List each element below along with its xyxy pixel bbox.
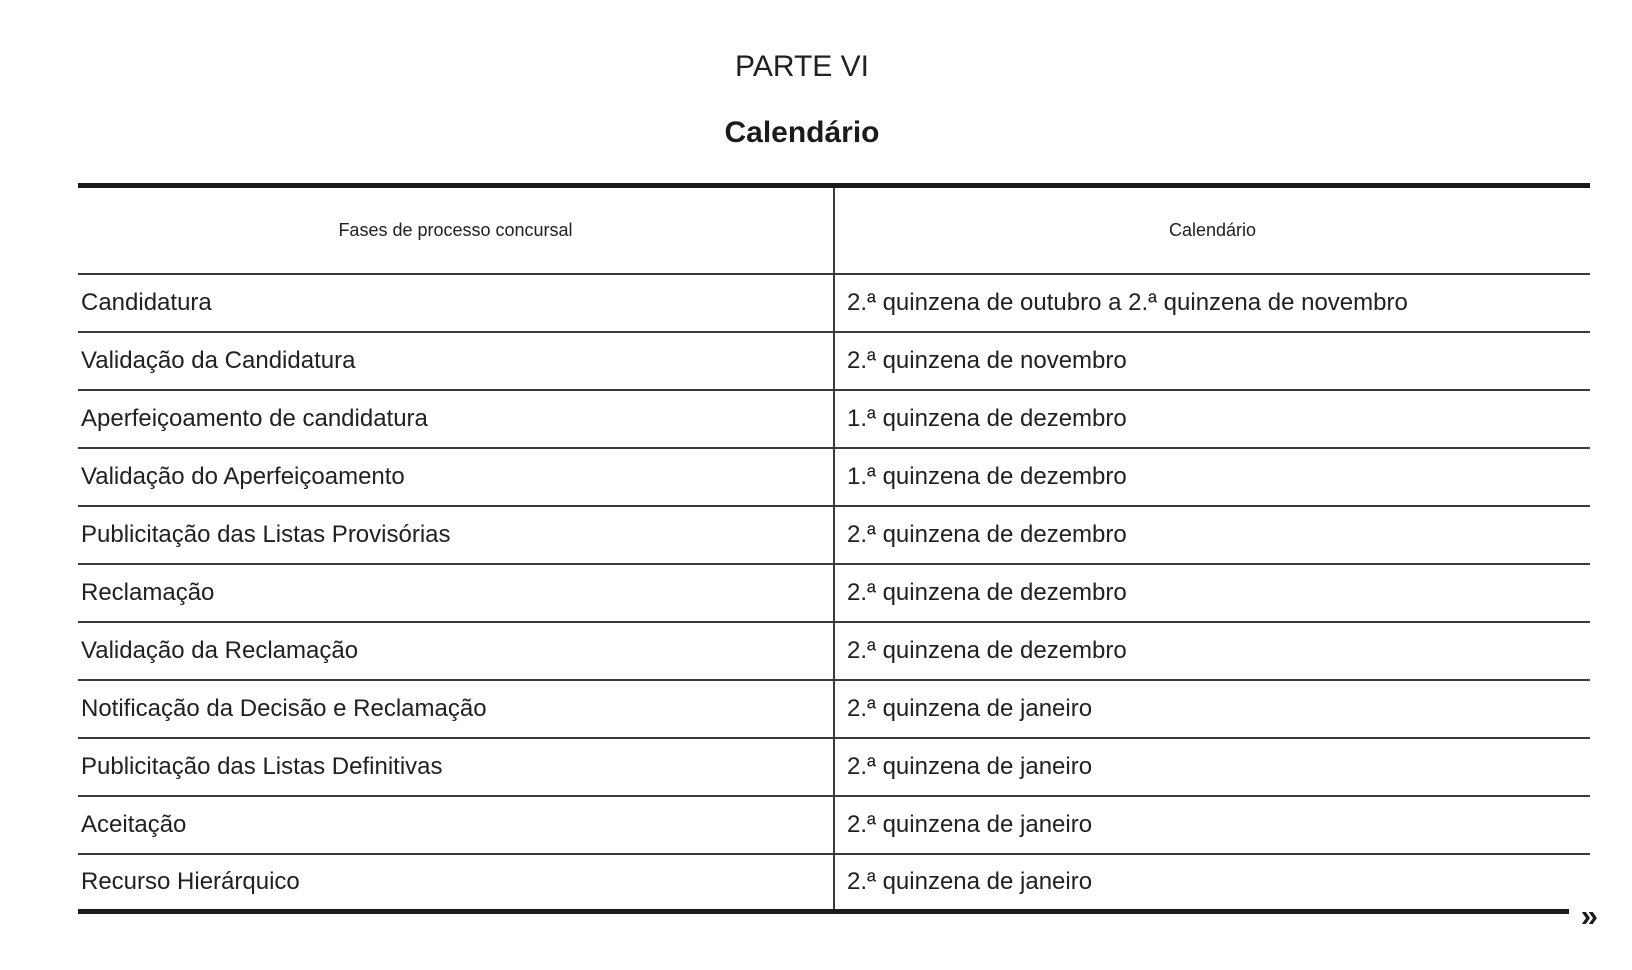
calendar-table-container [78,183,1598,933]
table-row [78,274,1590,332]
column-header-fases: Fases de processo concursal [78,186,834,274]
fase-cell: Reclamação [78,564,834,622]
calendario-cell: 2.ª quinzena de dezembro [834,506,1590,564]
table-row [78,796,1590,854]
table-header [78,186,1590,274]
calendario-cell: 2.ª quinzena de janeiro [834,854,1590,912]
calendario-cell: 2.ª quinzena de outubro a 2.ª quinzena de novembro [834,274,1590,332]
fase-cell: Publicitação das Listas Provisórias [78,506,834,564]
table-row [78,854,1590,912]
section-title: Calendário [724,116,880,149]
fase-cell: Aperfeiçoamento de candidatura [78,390,834,448]
part-label: PARTE VI [735,50,869,83]
calendar-table [78,183,1590,914]
table-row [78,738,1590,796]
calendario-cell: 1.ª quinzena de dezembro [834,390,1590,448]
fase-cell: Publicitação das Listas Definitivas [78,738,834,796]
calendario-cell: 2.ª quinzena de janeiro [834,738,1590,796]
calendario-cell: 2.ª quinzena de janeiro [834,796,1590,854]
table-row [78,622,1590,680]
column-header-calendario: Calendário [834,186,1590,274]
calendario-cell: 2.ª quinzena de janeiro [834,680,1590,738]
fase-cell: Candidatura [78,274,834,332]
calendario-cell: 2.ª quinzena de novembro [834,332,1590,390]
fase-cell: Recurso Hierárquico [78,854,834,912]
calendario-cell: 1.ª quinzena de dezembro [834,448,1590,506]
fase-cell: Validação da Reclamação [78,622,834,680]
calendario-cell: 2.ª quinzena de dezembro [834,564,1590,622]
table-row [78,564,1590,622]
table-body [78,274,1590,912]
table-row [78,390,1590,448]
continuation-marker: » [1569,900,1598,931]
calendario-cell: 2.ª quinzena de dezembro [834,622,1590,680]
header-row [78,186,1590,274]
fase-cell: Aceitação [78,796,834,854]
table-row [78,332,1590,390]
table-row [78,680,1590,738]
table-row [78,448,1590,506]
fase-cell: Validação da Candidatura [78,332,834,390]
fase-cell: Notificação da Decisão e Reclamação [78,680,834,738]
table-row [78,506,1590,564]
fase-cell: Validação do Aperfeiçoamento [78,448,834,506]
